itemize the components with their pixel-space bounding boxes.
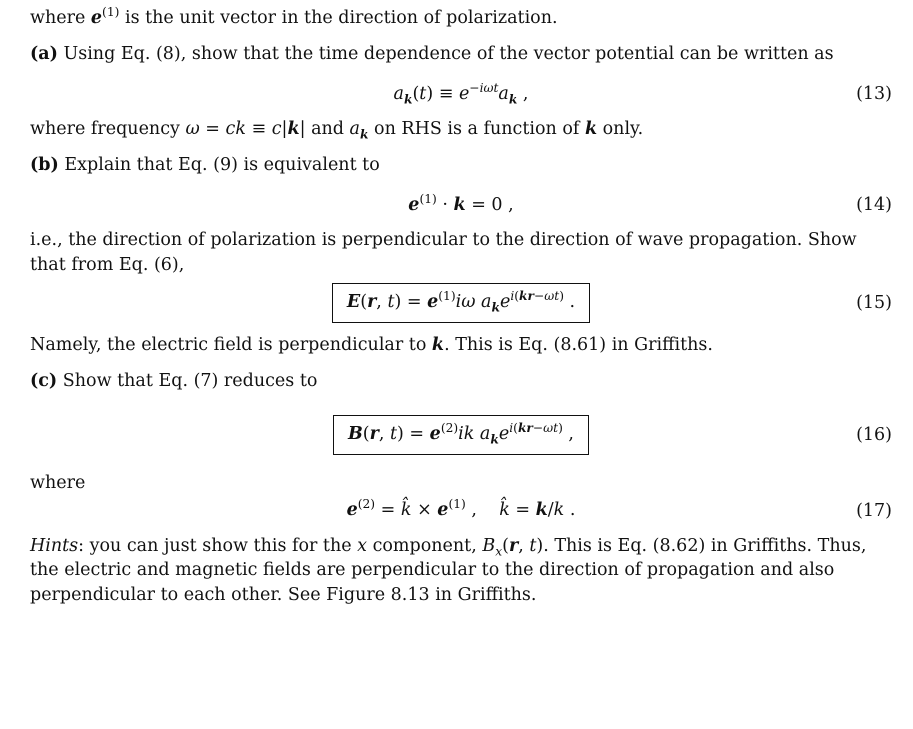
equation-15-number: (15) xyxy=(856,292,892,313)
part-a-text: Using Eq. (8), show that the time dependence of the vector potential can be written as xyxy=(63,43,834,64)
equation-15-box: E(r, $t) = e^{(1)}i\omega$ $a_ke^{i(kr-\omega t)}$ . xyxy=(332,283,590,324)
part-b-label: (b) xyxy=(30,154,59,175)
equation-16 xyxy=(30,409,892,461)
part-c-text: Show that Eq. (7) reduces to xyxy=(62,370,318,391)
equation-14-number: (14) xyxy=(856,194,892,215)
part-a-label: (a) xyxy=(30,43,58,64)
part-b-closing-text: Namely, the electric field is perpendicular to k. This is Eq. (8.61) in Griffiths. xyxy=(30,335,713,355)
intro-line: where $e^{(1)}$ is the unit vector in the direction of polarization. xyxy=(30,5,558,28)
part-b-statement xyxy=(30,153,892,178)
equation-13-number: (13) xyxy=(856,83,892,104)
part-a-after-text: where frequency ω = ck ≡ c|k| and $a_k$ on RHS is a function of k only. xyxy=(30,119,644,142)
equation-17: $e^{(2)}$ = k̂ × $e^{(1)}$ , k̂ = k/k . (17) xyxy=(30,494,892,528)
where-word: where xyxy=(30,473,86,493)
equation-16-box: B(r, $t) = e^{(2)}ik$ $a_ke^{i(kr-\omega t)}$ , xyxy=(333,415,589,456)
hints-label: Hints xyxy=(30,535,79,556)
hints-paragraph: Hints: you can just show this for the x component, $B_x(r$, t). This is Eq. (8.62) in Griffiths. Thus, the electric and magnetic fields are perpendicular to the direction of propagation and also perpendicular to each other. See Figure 8.13 in Griffiths. xyxy=(30,535,867,605)
equation-14: $e^{(1)} \cdot k = 0$ , (14) xyxy=(30,188,892,222)
part-a-statement xyxy=(30,42,892,67)
part-c-statement xyxy=(30,369,892,394)
document-page xyxy=(30,6,892,607)
part-b-after-text: i.e., the direction of polarization is perpendicular to the direction of wave propagation. Show that from Eq. (6), xyxy=(30,230,857,275)
part-c-label: (c) xyxy=(30,370,58,391)
equation-16-number: (16) xyxy=(856,424,892,445)
equation-13: $a_k(t) \equiv e^{-i\omega t}a_k$ , (13) xyxy=(393,80,892,107)
equation-15 xyxy=(30,279,892,327)
equation-17-number: (17) xyxy=(856,500,892,521)
part-b-text: Explain that Eq. (9) is equivalent to xyxy=(64,154,380,175)
